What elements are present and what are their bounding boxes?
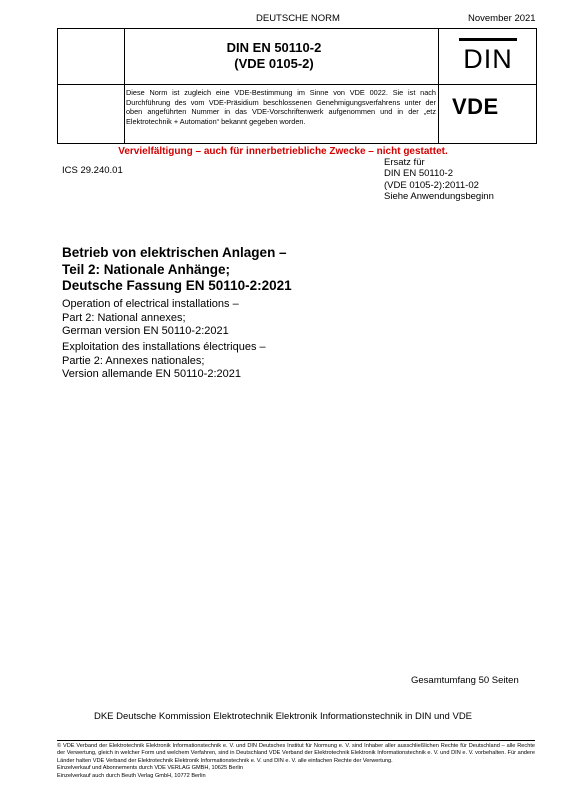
replacement-line: DIN EN 50110-2 xyxy=(384,168,453,180)
replacement-line: (VDE 0105-2):2011-02 xyxy=(384,179,479,191)
title-german-line: Deutsche Fassung EN 50110-2:2021 xyxy=(62,278,292,293)
title-box-divider-middle xyxy=(58,84,536,85)
standard-number-line2: (VDE 0105-2) xyxy=(234,56,314,71)
copy-warning: Vervielfältigung – auch für innerbetriebliche Zwecke – nicht gestattet. xyxy=(118,146,448,157)
replacement-line: Siehe Anwendungsbeginn xyxy=(384,190,494,202)
publication-date: November 2021 xyxy=(468,13,536,24)
replacement-line: Ersatz für xyxy=(384,157,425,168)
standard-number xyxy=(124,40,424,72)
title-french xyxy=(62,341,502,382)
ics-code: ICS 29.240.01 xyxy=(62,165,123,176)
title-french-line: Exploitation des installations électriques – xyxy=(62,341,266,353)
title-english-line: German version EN 50110-2:2021 xyxy=(62,325,229,337)
title-english-line: Part 2: National annexes; xyxy=(62,311,186,324)
title-box-divider-right xyxy=(438,29,439,143)
total-pages: Gesamtumfang 50 Seiten xyxy=(411,675,519,686)
standard-number-line1: DIN EN 50110-2 xyxy=(226,40,322,55)
svg-text:DIN: DIN xyxy=(463,44,513,71)
din-logo xyxy=(459,38,517,71)
title-french-line: Partie 2: Annexes nationales; xyxy=(62,354,205,367)
sales-note: Einzelverkauf und Abonnements durch VDE VERLAG GMBH, 10625 Berlin xyxy=(57,765,243,772)
vde-note: Diese Norm ist zugleich eine VDE-Bestimmung im Sinne von VDE 0022. Sie ist nach Durchführung des vom VDE-Präsidium beschlossenen Genehmigungsverfahrens unter der oben angeführten Nummer in das VDE-Vorschriftenwerk aufgenommen und in der „etz Elektrotechnik + Automation“ bekannt gegeben worden. xyxy=(126,88,436,126)
sales-note: Einzelverkauf auch durch Beuth Verlag GmbH, 10772 Berlin xyxy=(57,772,206,779)
title-german-line: Teil 2: Nationale Anhänge; xyxy=(62,261,231,277)
title-english xyxy=(62,298,502,339)
footer-divider xyxy=(57,740,535,741)
document-type: DEUTSCHE NORM xyxy=(256,13,340,24)
title-german-line: Betrieb von elektrischen Anlagen – xyxy=(62,245,287,260)
copyright-notice: © VDE Verband der Elektrotechnik Elektronik Informationstechnik e. V. und DIN Deutsches Institut für Normung e. V. sind Inhaber aller ausschließlichen Rechte für Deutschland – alle Rechte der Verwertung, gleich in welcher Form und welchem Verfahren, sind in Deutschland VDE Verband der Elektrotechnik Elektronik Informationstechnik e. V. und DIN e. V. vorbehalten. Für andere Länder halten VDE Verband der Elektrotechnik Elektronik Informationstechnik e. V. und DIN e. V. alle einfachen Rechte der Verwertung. xyxy=(57,743,535,764)
title-english-line: Operation of electrical installations – xyxy=(62,298,239,310)
vde-logo: VDE xyxy=(452,94,499,119)
dke-line: DKE Deutsche Kommission Elektrotechnik Elektronik Informationstechnik in DIN und VDE xyxy=(93,711,473,722)
title-german xyxy=(62,245,502,295)
replacement-info xyxy=(384,157,494,202)
copyright-footer xyxy=(57,743,535,780)
title-french-line: Version allemande EN 50110-2:2021 xyxy=(62,368,241,380)
